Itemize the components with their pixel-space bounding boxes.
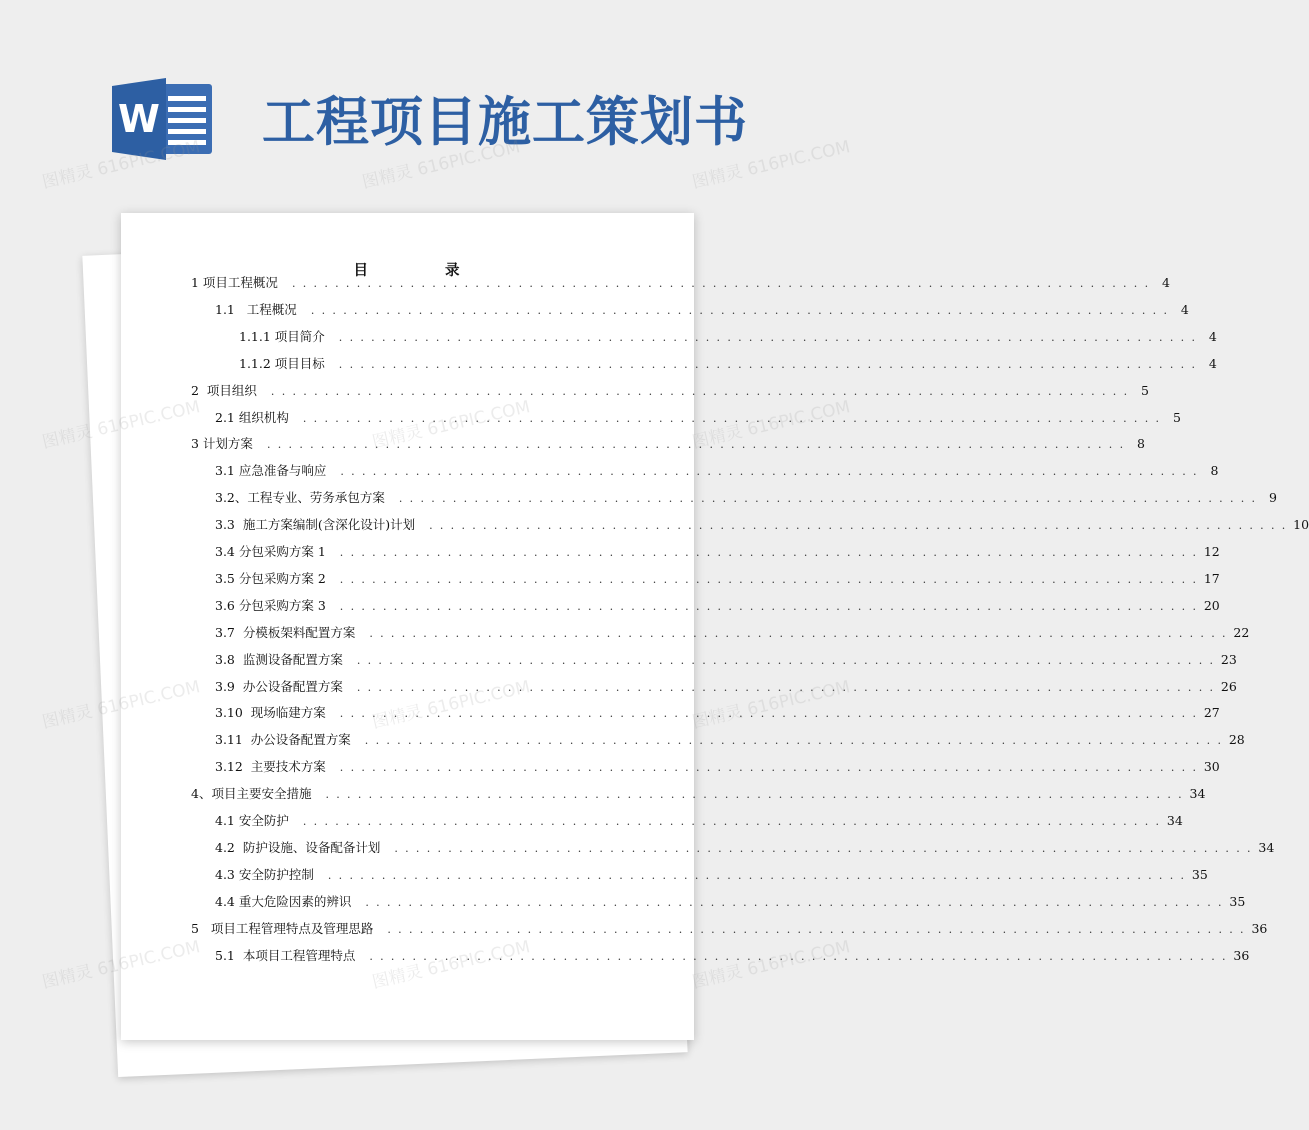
toc-dot-leader: . . . . . . . . . . . . . . . . . . . . . . . . . . . . . . . . . . . . . . . . . . . . . . . . . . . . . . . . . . . . . . . . . . . . . . . . . . . . . . . . xyxy=(310,303,1169,317)
toc-dot-leader: . . . . . . . . . . . . . . . . . . . . . . . . . . . . . . . . . . . . . . . . . . . . . . . . . . . . . . . . . . . . . . . . . . . . . . . . . . . . . . . . xyxy=(339,599,1198,613)
toc-entry-title: 4.2 防护设施、设备配备计划 xyxy=(215,839,381,855)
toc-dot-leader: . . . . . . . . . . . . . . . . . . . . . . . . . . . . . . . . . . . . . . . . . . . . . . . . . . . . . . . . . . . . . . . . . . . . . . . . . . . . . . . . xyxy=(338,357,1197,371)
toc-entry[interactable] xyxy=(239,327,1217,347)
toc-entry-title: 3.12 主要技术方案 xyxy=(215,759,326,775)
toc-entry-page: 4 xyxy=(1180,301,1189,317)
watermark-text: 图精灵 xyxy=(40,421,95,453)
page-title: 工程项目施工策划书 xyxy=(262,92,748,153)
toc-dot-leader: . . . . . . . . . . . . . . . . . . . . . . . . . . . . . . . . . . . . . . . . . . . . . . . . . . . . . . . . . . . . . . . . . . . . . . . . . . . . . . . . xyxy=(338,330,1197,344)
toc-entry[interactable] xyxy=(215,623,1250,643)
header xyxy=(112,78,752,160)
toc-dot-leader: . . . . . . . . . . . . . . . . . . . . . . . . . . . . . . . . . . . . . . . . . . . . . . . . . . . . . . . . . . . . . . . . . . . . . . . . . . . . . . . . xyxy=(356,680,1215,694)
toc-dot-leader: . . . . . . . . . . . . . . . . . . . . . . . . . . . . . . . . . . . . . . . . . . . . . . . . . . . . . . . . . . . . . . . . . . . . . . . . . . . . . . . . xyxy=(339,572,1198,586)
toc-entry-page: 5 xyxy=(1141,382,1149,398)
toc-entry-page: 4 xyxy=(1208,328,1217,344)
toc-dot-leader: . . . . . . . . . . . . . . . . . . . . . . . . . . . . . . . . . . . . . . . . . . . . . . . . . . . . . . . . . . . . . . . . . . . . . . . . . . . . . . . . xyxy=(266,438,1125,452)
toc-entry-title: 3.1 应急准备与响应 xyxy=(215,463,327,479)
toc-entry-title: 3.11 办公设备配置方案 xyxy=(215,732,351,748)
toc-entry[interactable] xyxy=(215,892,1246,912)
toc-entry-title: 3.4 分包采购方案 1 xyxy=(215,544,326,559)
watermark-text: 图精灵 616PIC.COM xyxy=(690,937,853,993)
toc-entry-page: 8 xyxy=(1210,463,1219,479)
toc-entry[interactable] xyxy=(215,730,1245,750)
toc-dot-leader: . . . . . . . . . . . . . . . . . . . . . . . . . . . . . . . . . . . . . . . . . . . . . . . . . . . . . . . . . . . . . . . . . . . . . . . . . . . . . . . . xyxy=(340,465,1199,479)
toc-entry-page: 35 xyxy=(1191,866,1208,882)
toc-entry-page: 27 xyxy=(1203,705,1220,721)
watermark-text: 图精灵 616PIC.COM xyxy=(690,397,853,453)
toc-entry-title: 4.3 安全防护控制 xyxy=(215,866,314,882)
toc-entry-page: 12 xyxy=(1203,544,1220,559)
word-logo-letter: W xyxy=(118,97,160,141)
toc-entry-title: 2.1 组织机构 xyxy=(215,409,289,425)
toc-entry-title: 1 项目工程概况 xyxy=(191,275,278,290)
toc-entry-page: 36 xyxy=(1233,947,1250,963)
toc-dot-leader: . . . . . . . . . . . . . . . . . . . . . . . . . . . . . . . . . . . . . . . . . . . . . . . . . . . . . . . . . . . . . . . . . . . . . . . . . . . . . . . . xyxy=(291,277,1150,290)
toc-entry-page: 30 xyxy=(1203,759,1220,775)
toc-entry-title: 5 项目工程管理特点及管理思路 xyxy=(191,920,374,936)
toc-entry-title: 1.1 工程概况 xyxy=(215,301,297,317)
toc-entry[interactable] xyxy=(215,542,1220,562)
toc-entry[interactable] xyxy=(215,488,1277,508)
toc-entry-title: 3.3 施工方案编制(含深化设计)计划 xyxy=(215,517,416,533)
toc-entry-title: 4、项目主要安全措施 xyxy=(191,786,312,802)
toc-entry[interactable] xyxy=(215,838,1275,858)
toc-entry[interactable] xyxy=(215,569,1220,589)
toc-entry[interactable] xyxy=(191,784,1206,804)
toc-dot-leader: . . . . . . . . . . . . . . . . . . . . . . . . . . . . . . . . . . . . . . . . . . . . . . . . . . . . . . . . . . . . . . . . . . . . . . . . . . . . . . . . xyxy=(270,384,1129,398)
toc-entry[interactable] xyxy=(215,703,1220,723)
toc-entry-title: 3.5 分包采购方案 2 xyxy=(215,570,326,586)
toc-entry-page: 4 xyxy=(1208,355,1217,371)
toc-entry[interactable] xyxy=(191,434,1145,454)
toc-dot-leader: . . . . . . . . . . . . . . . . . . . . . . . . . . . . . . . . . . . . . . . . . . . . . . . . . . . . . . . . . . . . . . . . . . . . . . . . . . . . . . . . xyxy=(365,895,1224,909)
toc-dot-leader: . . . . . . . . . . . . . . . . . . . . . . . . . . . . . . . . . . . . . . . . . . . . . . . . . . . . . . . . . . . . . . . . . . . . . . . . . . . . . . . . xyxy=(364,734,1223,748)
toc-entry[interactable] xyxy=(215,300,1189,320)
toc-dot-leader: . . . . . . . . . . . . . . . . . . . . . . . . . . . . . . . . . . . . . . . . . . . . . . . . . . . . . . . . . . . . . . . . . . . . . . . . . . . . . . . . xyxy=(302,411,1161,425)
toc-entry-title: 3.9 办公设备配置方案 xyxy=(215,678,343,694)
toc-entry[interactable] xyxy=(215,650,1237,670)
toc-entry-page: 22 xyxy=(1233,624,1250,640)
toc-entry-title: 3.10 现场临建方案 xyxy=(215,705,326,721)
toc-dot-leader: . . . . . . . . . . . . . . . . . . . . . . . . . . . . . . . . . . . . . . . . . . . . . . . . . . . . . . . . . . . . . . . . . . . . . . . . . . . . . . . . xyxy=(339,707,1198,721)
toc-dot-leader: . . . . . . . . . . . . . . . . . . . . . . . . . . . . . . . . . . . . . . . . . . . . . . . . . . . . . . . . . . . . . . . . . . . . . . . . . . . . . . . . xyxy=(387,922,1246,936)
toc-entry-page: 26 xyxy=(1220,678,1237,694)
toc-entry-page: 5 xyxy=(1172,409,1181,425)
toc-entry[interactable] xyxy=(215,946,1250,966)
toc-entry-page: 10 xyxy=(1293,517,1309,533)
toc-entry[interactable] xyxy=(215,811,1183,831)
watermark-text: 图精灵 616PIC.COM xyxy=(360,137,523,193)
toc-dot-leader: . . . . . . . . . . . . . . . . . . . . . . . . . . . . . . . . . . . . . . . . . . . . . . . . . . . . . . . . . . . . . . . . . . . . . . . . . . . . . . . . xyxy=(394,841,1253,855)
toc-entry-page: 34 xyxy=(1258,839,1275,855)
toc-entry-title: 3 计划方案 xyxy=(191,436,253,452)
toc-entry-page: 36 xyxy=(1251,920,1268,936)
toc-dot-leader: . . . . . . . . . . . . . . . . . . . . . . . . . . . . . . . . . . . . . . . . . . . . . . . . . . . . . . . . . . . . . . . . . . . . . . . . . . . . . . . . xyxy=(369,626,1228,640)
watermark-text: 图精灵 616PIC.COM xyxy=(690,137,853,193)
toc-entry[interactable] xyxy=(215,408,1181,428)
toc-dot-leader: . . . . . . . . . . . . . . . . . . . . . . . . . . . . . . . . . . . . . . . . . . . . . . . . . . . . . . . . . . . . . . . . . . . . . . . . . . . . . . . . xyxy=(302,815,1161,828)
toc-entry[interactable] xyxy=(191,381,1149,401)
toc-entry[interactable] xyxy=(191,273,1170,293)
toc-entry-title: 5.1 本项目工程管理特点 xyxy=(215,947,356,963)
toc-entry-title: 3.2、工程专业、劳务承包方案 xyxy=(215,490,385,506)
toc-entry-title: 4.4 重大危险因素的辨识 xyxy=(215,893,352,909)
toc-entry-page: 17 xyxy=(1203,570,1220,586)
toc-entry-page: 23 xyxy=(1220,651,1237,667)
toc-entry[interactable] xyxy=(191,919,1268,939)
toc-dot-leader: . . . . . . . . . . . . . . . . . . . . . . . . . . . . . . . . . . . . . . . . . . . . . . . . . . . . . . . . . . . . . . . . . . . . . . . . . . . . . . . . xyxy=(339,761,1198,775)
toc-entry-title: 3.7 分模板架料配置方案 xyxy=(215,624,356,640)
toc-entry-page: 20 xyxy=(1203,597,1220,613)
toc-entry-title: 3.8 监测设备配置方案 xyxy=(215,651,343,667)
toc-entry-page: 28 xyxy=(1228,732,1245,748)
toc-entry[interactable] xyxy=(215,865,1208,885)
toc-dot-leader: . . . . . . . . . . . . . . . . . . . . . . . . . . . . . . . . . . . . . . . . . . . . . . . . . . . . . . . . . . . . . . . . . . . . . . . . . . . . . . . . xyxy=(398,492,1257,506)
toc-dot-leader: . . . . . . . . . . . . . . . . . . . . . . . . . . . . . . . . . . . . . . . . . . . . . . . . . . . . . . . . . . . . . . . . . . . . . . . . . . . . . . . . xyxy=(339,546,1198,559)
toc-entry[interactable] xyxy=(215,515,1309,535)
toc-dot-leader: . . . . . . . . . . . . . . . . . . . . . . . . . . . . . . . . . . . . . . . . . . . . . . . . . . . . . . . . . . . . . . . . . . . . . . . . . . . . . . . . xyxy=(356,653,1215,667)
toc-entry-title: 1.1.1 项目简介 xyxy=(239,328,325,344)
watermark-text: 图精灵 616PIC.COM xyxy=(40,137,203,193)
toc-entry-page: 9 xyxy=(1269,490,1277,506)
watermark-text: 图精灵 xyxy=(40,701,95,733)
toc-entry-page: 34 xyxy=(1166,813,1183,828)
toc-entry-page: 4 xyxy=(1162,275,1170,290)
word-doc-icon xyxy=(112,78,216,160)
toc-dot-leader: . . . . . . . . . . . . . . . . . . . . . . . . . . . . . . . . . . . . . . . . . . . . . . . . . . . . . . . . . . . . . . . . . . . . . . . . . . . . . . . . xyxy=(327,868,1186,882)
toc-entry[interactable] xyxy=(239,354,1217,374)
toc-entry[interactable] xyxy=(215,461,1219,481)
toc-entry-page: 34 xyxy=(1189,786,1206,802)
toc-title: 目 录 xyxy=(353,262,496,279)
toc-entry[interactable] xyxy=(215,757,1220,777)
toc-dot-leader: . . . . . . . . . . . . . . . . . . . . . . . . . . . . . . . . . . . . . . . . . . . . . . . . . . . . . . . . . . . . . . . . . . . . . . . . . . . . . . . . xyxy=(325,788,1184,802)
toc-dot-leader: . . . . . . . . . . . . . . . . . . . . . . . . . . . . . . . . . . . . . . . . . . . . . . . . . . . . . . . . . . . . . . . . . . . . . . . . . . . . . . . . xyxy=(369,949,1228,963)
toc-entry[interactable] xyxy=(215,596,1220,616)
toc-entry-title: 1.1.2 项目目标 xyxy=(239,355,325,371)
toc-entry-page: 8 xyxy=(1137,436,1145,452)
toc-entry-title: 4.1 安全防护 xyxy=(215,813,289,828)
toc-entry-page: 35 xyxy=(1229,893,1246,909)
watermark-text: 图精灵 616PIC.COM xyxy=(690,677,853,733)
toc-entry-title: 3.6 分包采购方案 3 xyxy=(215,597,326,613)
toc-entry[interactable] xyxy=(215,677,1237,697)
toc-entry-title: 2 项目组织 xyxy=(191,382,257,398)
watermark-text: 图精灵 xyxy=(40,961,95,993)
toc-dot-leader: . . . . . . . . . . . . . . . . . . . . . . . . . . . . . . . . . . . . . . . . . . . . . . . . . . . . . . . . . . . . . . . . . . . . . . . . . . . . . . . . xyxy=(429,519,1288,533)
